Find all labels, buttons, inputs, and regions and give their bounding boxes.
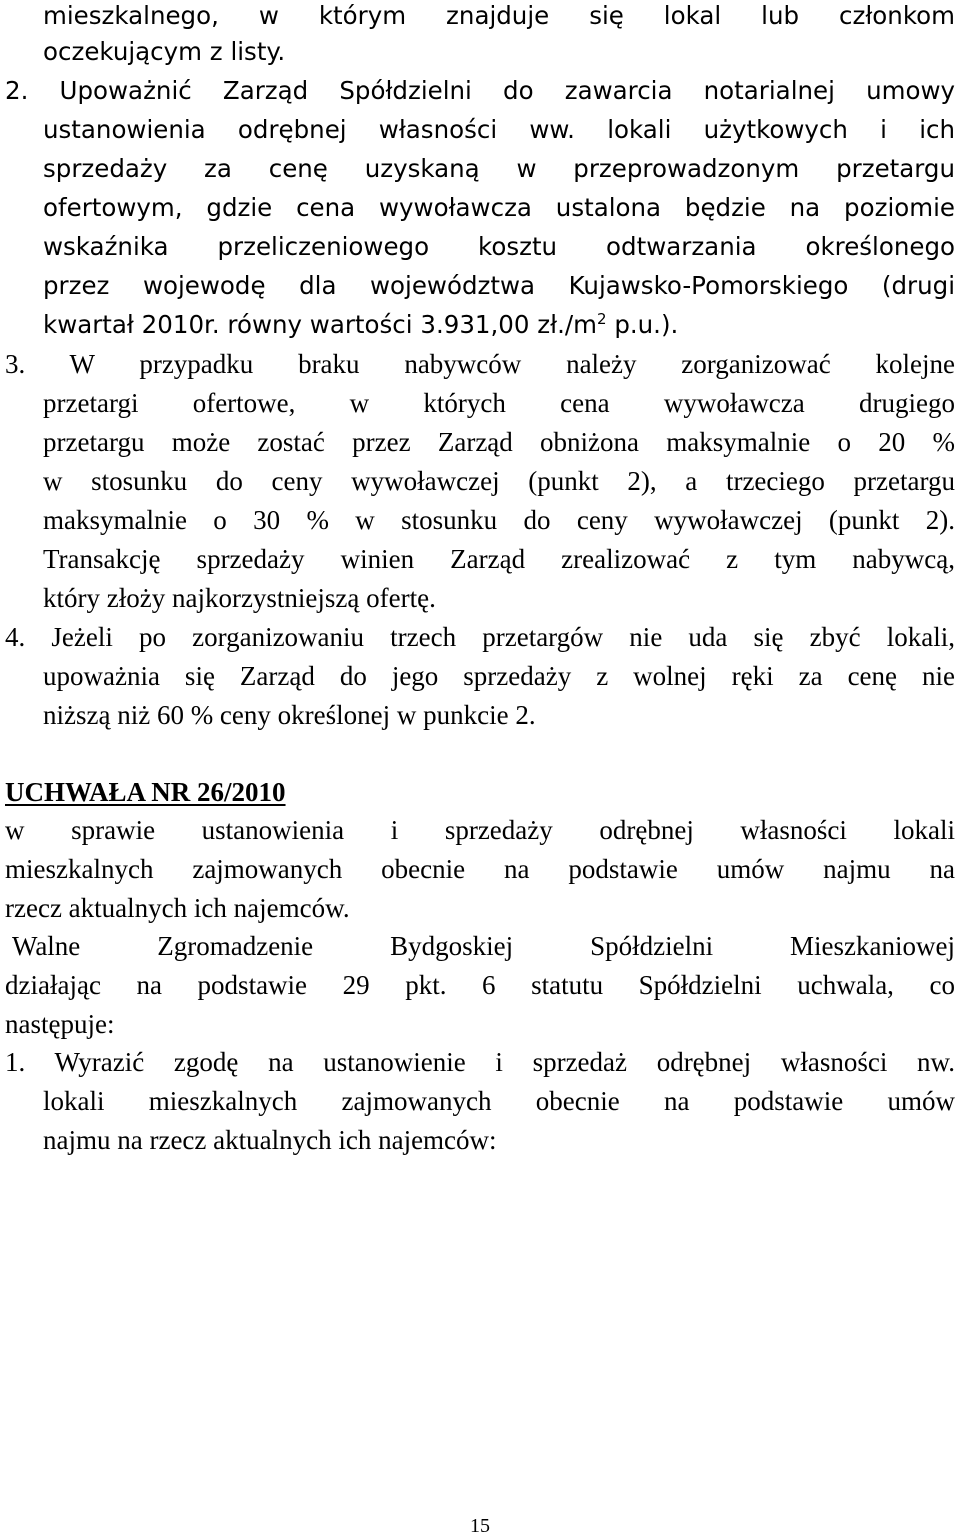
text-line-content: ustanowienia odrębnej własności ww. lokali użytkowych i ich	[43, 115, 955, 144]
text-line	[43, 0, 955, 35]
page-number: 15	[470, 1515, 490, 1537]
text-line-content: 3. W przypadku braku nabywców należy zorganizować kolejne	[5, 349, 955, 379]
text-line-content: następuje:	[5, 1009, 115, 1039]
text-line-content: Walne Zgromadzenie Bydgoskiej Spółdzielni Mieszkaniowej	[12, 931, 955, 961]
text-line-content: Transakcję sprzedaży winien Zarząd zrealizować z tym nabywcą,	[43, 544, 955, 574]
text-line	[5, 889, 955, 927]
text-line	[43, 150, 955, 188]
text-line-content: maksymalnie o 30 % w stosunku do ceny wywoławczej (punkt 2).	[43, 505, 955, 535]
text-line	[43, 306, 955, 344]
superscript: 2	[596, 309, 607, 328]
text-line-content: kwartał 2010r. równy wartości 3.931,00 zł./m	[43, 310, 597, 339]
text-line	[43, 462, 955, 500]
text-line-content: lokali mieszkalnych zajmowanych obecnie na podstawie umów	[43, 1086, 955, 1116]
text-line	[43, 501, 955, 539]
text-line-content: działając na podstawie 29 pkt. 6 statutu Spółdzielni uchwala, co	[5, 970, 955, 1000]
text-line-content: rzecz aktualnych ich najemców.	[5, 893, 350, 923]
text-line	[5, 345, 955, 383]
text-line	[12, 927, 955, 965]
text-line	[43, 228, 955, 266]
text-line	[5, 966, 955, 1004]
text-line-content: mieszkalnych zajmowanych obecnie na podstawie umów najmu na	[5, 854, 955, 884]
text-line	[5, 1043, 955, 1081]
text-line-content: upoważnia się Zarząd do jego sprzedaży z wolnej ręki za cenę nie	[43, 661, 955, 691]
text-line-content: niższą niż 60 % ceny określonej w punkcie 2.	[43, 700, 536, 730]
text-line-content: w stosunku do ceny wywoławczej (punkt 2), a trzeciego przetargu	[43, 466, 955, 496]
text-line-content: wskaźnika przeliczeniowego kosztu odtwarzania określonego	[43, 232, 955, 261]
text-line	[43, 540, 955, 578]
text-line	[5, 1005, 955, 1043]
text-line	[5, 72, 955, 110]
text-line	[43, 384, 955, 422]
text-line	[43, 33, 955, 71]
text-line	[43, 696, 955, 734]
text-line-content: ofertowym, gdzie cena wywoławcza ustalona będzie na poziomie	[43, 193, 955, 222]
text-line	[5, 618, 955, 656]
text-line	[43, 267, 955, 305]
text-line	[43, 111, 955, 149]
text-line-content: który złoży najkorzystniejszą ofertę.	[43, 583, 436, 613]
text-line-content: 1. Wyrazić zgodę na ustanowienie i sprzedaż odrębnej własności nw.	[5, 1047, 955, 1077]
text-line-content: przetargi ofertowe, w których cena wywoławcza drugiego	[43, 388, 955, 418]
text-line-content: najmu na rzecz aktualnych ich najemców:	[43, 1125, 497, 1155]
text-line	[43, 423, 955, 461]
text-line	[43, 1082, 955, 1120]
text-line	[5, 811, 955, 849]
text-line-suffix: p.u.).	[606, 310, 679, 339]
text-line-content: przetargu może zostać przez Zarząd obniżona maksymalnie o 20 %	[43, 427, 955, 457]
text-line-content: 2. Upoważnić Zarząd Spółdzielni do zawarcia notarialnej umowy	[5, 76, 955, 105]
text-line-content: w sprawie ustanowienia i sprzedaży odrębnej własności lokali	[5, 815, 955, 845]
text-line	[43, 579, 955, 617]
text-line	[5, 850, 955, 888]
resolution-heading	[5, 773, 955, 811]
text-line-content: 4. Jeżeli po zorganizowaniu trzech przetargów nie uda się zbyć lokali,	[5, 622, 955, 652]
text-line-content: oczekującym z listy.	[43, 37, 286, 66]
text-line-content: UCHWAŁA NR 26/2010	[5, 777, 286, 807]
text-line	[43, 1121, 955, 1159]
text-line-content: przez wojewodę dla województwa Kujawsko-Pomorskiego (drugi	[43, 271, 955, 300]
text-line	[43, 189, 955, 227]
text-line-content: sprzedaży za cenę uzyskaną w przeprowadzonym przetargu	[43, 154, 955, 183]
text-line-content: mieszkalnego, w którym znajduje się lokal lub członkom	[43, 1, 955, 30]
text-line	[43, 657, 955, 695]
